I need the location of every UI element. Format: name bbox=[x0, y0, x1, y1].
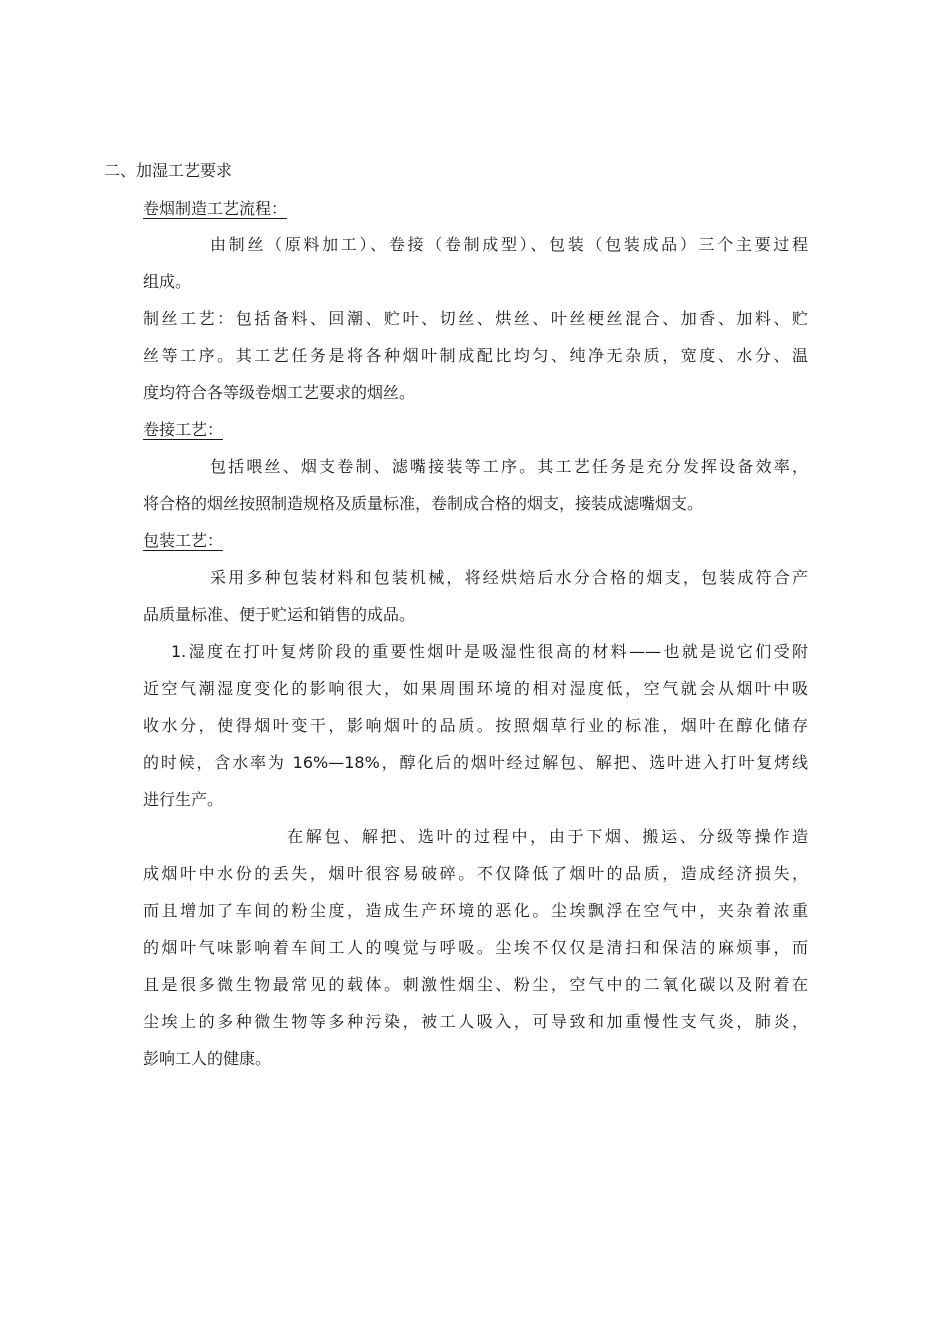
rolling-process-paragraph bbox=[143, 448, 808, 522]
paragraph-line: 采用多种包装材料和包装机械，将经烘焙后水分合格的烟支，包装成符合产 bbox=[210, 568, 808, 587]
rolling-process-heading: 卷接工艺： bbox=[143, 420, 224, 439]
dust-issue-paragraph bbox=[143, 818, 808, 1077]
paragraph-line: 的烟叶气味影响着车间工人的嗅觉与呼吸。尘埃不仅仅是清扫和保洁的麻烦事，而 bbox=[143, 938, 808, 957]
paragraph-line: 1.湿度在打叶复烤阶段的重要性烟叶是吸湿性很高的材料——也就是说它们受附 bbox=[171, 642, 808, 661]
process-flow-paragraph bbox=[143, 226, 808, 300]
paragraph-line: 丝等工序。其工艺任务是将各种烟叶制成配比均匀、纯净无杂质，宽度、水分、温 bbox=[143, 346, 808, 365]
paragraph-line: 进行生产。 bbox=[143, 790, 224, 809]
paragraph-line: 将合格的烟丝按照制造规格及质量标准，卷制成合格的烟支，接装成滤嘴烟支。 bbox=[143, 494, 704, 513]
packing-process-heading: 包装工艺： bbox=[143, 531, 224, 550]
paragraph-line: 制丝工艺：包括备料、回潮、贮叶、切丝、烘丝、叶丝梗丝混合、加香、加料、贮 bbox=[143, 309, 808, 328]
paragraph-line: 且是很多微生物最常见的载体。刺激性烟尘、粉尘，空气中的二氧化碳以及附着在 bbox=[143, 975, 808, 994]
paragraph-line: 的时候，含水率为 16%—18%，醇化后的烟叶经过解包、解把、选叶进入打叶复烤线 bbox=[143, 753, 808, 772]
paragraph-line: 收水分，使得烟叶变干，影响烟叶的品质。按照烟草行业的标准，烟叶在醇化储存 bbox=[143, 716, 808, 735]
silk-process-paragraph bbox=[143, 300, 808, 411]
paragraph-line: 度均符合各等级卷烟工艺要求的烟丝。 bbox=[143, 383, 416, 402]
paragraph-line: 彭响工人的健康。 bbox=[143, 1049, 272, 1068]
paragraph-line: 品质量标准、便于贮运和销售的成品。 bbox=[143, 605, 416, 624]
paragraph-line: 由制丝（原料加工）、卷接（卷制成型）、包装（包装成品）三个主要过程 bbox=[210, 235, 808, 254]
humidity-importance-paragraph bbox=[143, 633, 808, 818]
section-title: 二、加湿工艺要求 bbox=[104, 161, 233, 180]
paragraph-line: 包括喂丝、烟支卷制、滤嘴接装等工序。其工艺任务是充分发挥设备效率， bbox=[210, 457, 808, 476]
paragraph-line: 而且增加了车间的粉尘度，造成生产环境的恶化。尘埃飘浮在空气中，夹杂着浓重 bbox=[143, 901, 808, 920]
process-flow-heading: 卷烟制造工艺流程： bbox=[143, 199, 288, 218]
packing-process-paragraph bbox=[143, 559, 808, 633]
paragraph-line: 近空气潮湿度变化的影响很大，如果周围环境的相对湿度低，空气就会从烟叶中吸 bbox=[143, 679, 808, 698]
paragraph-line: 组成。 bbox=[143, 272, 192, 291]
paragraph-line: 尘埃上的多种微生物等多种污染，被工人吸入，可导致和加重慢性支气炎，肺炎， bbox=[143, 1012, 808, 1031]
paragraph-line: 成烟叶中水份的丢失，烟叶很容易破碎。不仅降低了烟叶的品质，造成经济损失， bbox=[143, 864, 808, 883]
paragraph-line: 在解包、解把、选叶的过程中，由于下烟、搬运、分级等操作造 bbox=[287, 827, 808, 846]
